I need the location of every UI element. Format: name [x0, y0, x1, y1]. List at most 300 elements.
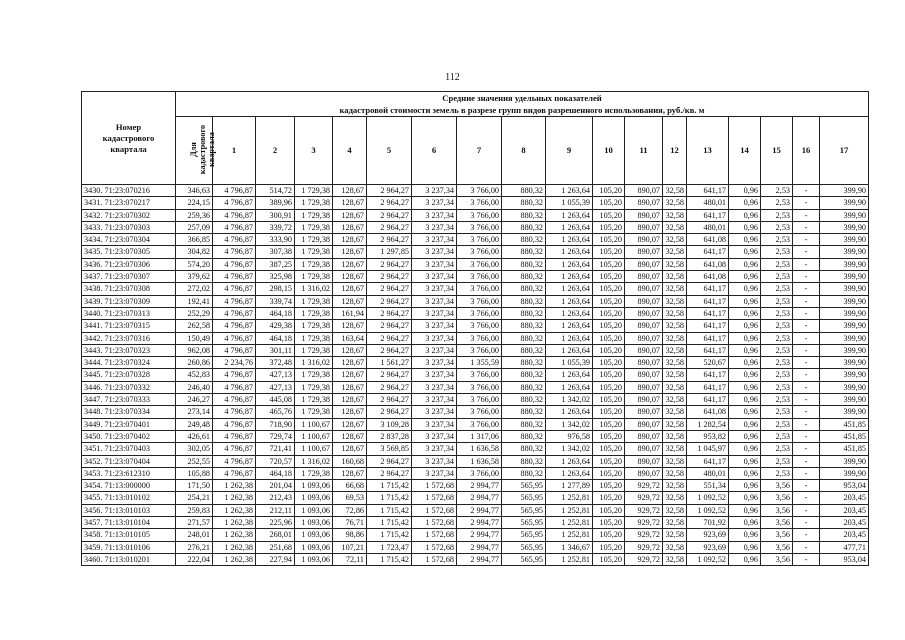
value-cell: 3 237,34 [412, 406, 457, 418]
quarter-number-cell: 3454. 71:13:000000 [82, 480, 176, 492]
value-cell: 1 729,38 [295, 332, 333, 344]
value-cell: 128,67 [333, 406, 367, 418]
value-cell: 3 766,00 [457, 283, 502, 295]
value-cell: 1 317,06 [457, 430, 502, 442]
value-cell: 641,17 [687, 307, 729, 319]
value-cell: 0,96 [729, 492, 761, 504]
value-cell: 0,96 [729, 332, 761, 344]
quarter-number-cell: 3453. 71:23:612310 [82, 467, 176, 479]
value-cell: 76,71 [333, 517, 367, 529]
value-cell: 32,58 [663, 197, 687, 209]
value-cell: 346,63 [176, 185, 213, 197]
value-cell: 1 092,52 [687, 553, 729, 565]
value-cell: 520,67 [687, 357, 729, 369]
value-cell: 272,02 [176, 283, 213, 295]
column-header-11: 11 [625, 117, 663, 185]
value-cell: 1 316,02 [295, 455, 333, 467]
value-cell: 212,11 [256, 504, 295, 516]
value-cell: 3 766,00 [457, 406, 502, 418]
value-cell: 32,58 [663, 295, 687, 307]
value-cell: 1 263,64 [546, 221, 593, 233]
value-cell: 1 729,38 [295, 381, 333, 393]
value-cell: 1 561,27 [367, 357, 412, 369]
table-row [82, 246, 869, 258]
quarter-number-cell: 3446. 71:23:070332 [82, 381, 176, 393]
value-cell: 2 964,27 [367, 332, 412, 344]
value-cell: 880,32 [502, 295, 546, 307]
table-title-line2: кадастровой стоимости земель в разрезе групп видов разрешенного использования, руб./кв. м [176, 104, 869, 117]
value-cell: 3 766,00 [457, 467, 502, 479]
value-cell: 387,25 [256, 258, 295, 270]
value-cell: 105,20 [593, 209, 625, 221]
column-header-3: 3 [295, 117, 333, 185]
value-cell: 128,67 [333, 197, 367, 209]
value-cell: 2 964,27 [367, 406, 412, 418]
value-cell: 2,53 [761, 369, 793, 381]
value-cell: 128,67 [333, 381, 367, 393]
value-cell: 399,90 [820, 246, 869, 258]
value-cell: - [793, 271, 820, 283]
value-cell: 2 964,27 [367, 234, 412, 246]
value-cell: 1 055,39 [546, 357, 593, 369]
value-cell: 0,96 [729, 553, 761, 565]
value-cell: 203,45 [820, 517, 869, 529]
value-cell: 105,20 [593, 467, 625, 479]
value-cell: 929,72 [625, 504, 663, 516]
value-cell: 1 093,06 [295, 553, 333, 565]
value-cell: 3 766,00 [457, 246, 502, 258]
value-cell: 880,32 [502, 283, 546, 295]
column-header-1: 1 [213, 117, 256, 185]
value-cell: 105,20 [593, 430, 625, 442]
value-cell: 276,21 [176, 541, 213, 553]
value-cell: 880,32 [502, 406, 546, 418]
value-cell: 565,95 [502, 504, 546, 516]
value-cell: 105,20 [593, 455, 625, 467]
value-cell: 2 964,27 [367, 307, 412, 319]
value-cell: 3 766,00 [457, 271, 502, 283]
value-cell: 3 237,34 [412, 344, 457, 356]
value-cell: 1 055,39 [546, 197, 593, 209]
value-cell: 880,32 [502, 430, 546, 442]
value-cell: 1 262,38 [213, 553, 256, 565]
value-cell: 0,96 [729, 467, 761, 479]
value-cell: 1 297,85 [367, 246, 412, 258]
value-cell: 701,92 [687, 517, 729, 529]
value-cell: 32,58 [663, 553, 687, 565]
value-cell: 721,41 [256, 443, 295, 455]
value-cell: 1 263,64 [546, 234, 593, 246]
value-cell: 1 729,38 [295, 394, 333, 406]
value-cell: - [793, 529, 820, 541]
column-header-6: 6 [412, 117, 457, 185]
value-cell: 2,53 [761, 271, 793, 283]
value-cell: 3 237,34 [412, 443, 457, 455]
value-cell: 3 109,28 [367, 418, 412, 430]
value-cell: 565,95 [502, 553, 546, 565]
value-cell: 252,29 [176, 307, 213, 319]
value-cell: 3 237,34 [412, 418, 457, 430]
column-header-16: 16 [793, 117, 820, 185]
value-cell: 880,32 [502, 209, 546, 221]
value-cell: 1 262,38 [213, 504, 256, 516]
value-cell: 1 729,38 [295, 185, 333, 197]
value-cell: 32,58 [663, 418, 687, 430]
value-cell: 641,08 [687, 406, 729, 418]
value-cell: 1 262,38 [213, 480, 256, 492]
value-cell: 32,58 [663, 221, 687, 233]
value-cell: 32,58 [663, 246, 687, 258]
value-cell: - [793, 307, 820, 319]
value-cell: 880,32 [502, 443, 546, 455]
column-header-5: 5 [367, 117, 412, 185]
table-row [82, 197, 869, 209]
table-row [82, 504, 869, 516]
quarter-number-cell: 3430. 71:23:070216 [82, 185, 176, 197]
value-cell: 262,58 [176, 320, 213, 332]
value-cell: 565,95 [502, 480, 546, 492]
value-cell: 301,11 [256, 344, 295, 356]
value-cell: 3 569,85 [367, 443, 412, 455]
value-cell: 171,50 [176, 480, 213, 492]
value-cell: 105,20 [593, 246, 625, 258]
value-cell: 890,07 [625, 467, 663, 479]
value-cell: 0,96 [729, 209, 761, 221]
value-cell: 976,58 [546, 430, 593, 442]
value-cell: 880,32 [502, 271, 546, 283]
value-cell: 923,69 [687, 541, 729, 553]
value-cell: 880,32 [502, 234, 546, 246]
value-cell: 1 100,67 [295, 418, 333, 430]
value-cell: 1 636,58 [457, 455, 502, 467]
quarter-number-cell: 3449. 71:23:070401 [82, 418, 176, 430]
value-cell: 923,69 [687, 529, 729, 541]
value-cell: 0,96 [729, 221, 761, 233]
value-cell: 399,90 [820, 185, 869, 197]
value-cell: 1 715,42 [367, 504, 412, 516]
value-cell: 1 355,59 [457, 357, 502, 369]
value-cell: 3 766,00 [457, 381, 502, 393]
value-cell: 2,53 [761, 467, 793, 479]
value-cell: 249,48 [176, 418, 213, 430]
value-cell: 3 766,00 [457, 258, 502, 270]
table-row [82, 344, 869, 356]
table-row [82, 320, 869, 332]
value-cell: 4 796,87 [213, 209, 256, 221]
value-cell: 3,56 [761, 517, 793, 529]
value-cell: 105,20 [593, 295, 625, 307]
value-cell: 399,90 [820, 394, 869, 406]
value-cell: 252,55 [176, 455, 213, 467]
value-cell: 0,96 [729, 517, 761, 529]
value-cell: 1 093,06 [295, 517, 333, 529]
column-header-13: 13 [687, 117, 729, 185]
value-cell: - [793, 185, 820, 197]
value-cell: 890,07 [625, 418, 663, 430]
value-cell: 4 796,87 [213, 381, 256, 393]
value-cell: 192,41 [176, 295, 213, 307]
value-cell: 4 796,87 [213, 320, 256, 332]
column-header-12: 12 [663, 117, 687, 185]
quarter-number-cell: 3459. 71:13:010106 [82, 541, 176, 553]
value-cell: - [793, 553, 820, 565]
value-cell: 1 729,38 [295, 246, 333, 258]
value-cell: 2,53 [761, 246, 793, 258]
value-cell: 880,32 [502, 357, 546, 369]
value-cell: 641,17 [687, 295, 729, 307]
quarter-number-cell: 3456. 71:13:010103 [82, 504, 176, 516]
value-cell: - [793, 480, 820, 492]
column-header-14: 14 [729, 117, 761, 185]
value-cell: - [793, 332, 820, 344]
value-cell: 3,56 [761, 492, 793, 504]
value-cell: 929,72 [625, 529, 663, 541]
value-cell: 1 262,38 [213, 529, 256, 541]
value-cell: 203,45 [820, 492, 869, 504]
value-cell: 480,01 [687, 197, 729, 209]
value-cell: 890,07 [625, 406, 663, 418]
value-cell: 260,86 [176, 357, 213, 369]
value-cell: 105,20 [593, 271, 625, 283]
value-cell: - [793, 209, 820, 221]
value-cell: 259,36 [176, 209, 213, 221]
value-cell: 268,01 [256, 529, 295, 541]
value-cell: 2,53 [761, 406, 793, 418]
value-cell: 4 796,87 [213, 418, 256, 430]
value-cell: 641,17 [687, 369, 729, 381]
value-cell: 641,17 [687, 209, 729, 221]
value-cell: 2 964,27 [367, 467, 412, 479]
value-cell: 399,90 [820, 307, 869, 319]
value-cell: 105,20 [593, 307, 625, 319]
value-cell: 32,58 [663, 529, 687, 541]
value-cell: 1 093,06 [295, 504, 333, 516]
value-cell: 3 237,34 [412, 430, 457, 442]
value-cell: 227,94 [256, 553, 295, 565]
value-cell: 399,90 [820, 344, 869, 356]
value-cell: 1 252,81 [546, 504, 593, 516]
value-cell: 890,07 [625, 307, 663, 319]
table-row [82, 480, 869, 492]
value-cell: 3 237,34 [412, 455, 457, 467]
value-cell: 4 796,87 [213, 443, 256, 455]
value-cell: 3 237,34 [412, 332, 457, 344]
value-cell: 128,67 [333, 344, 367, 356]
value-cell: 1 729,38 [295, 295, 333, 307]
value-cell: 1 093,06 [295, 492, 333, 504]
value-cell: 720,57 [256, 455, 295, 467]
value-cell: 0,96 [729, 320, 761, 332]
value-cell: 880,32 [502, 320, 546, 332]
quarter-number-cell: 3455. 71:13:010102 [82, 492, 176, 504]
value-cell: 300,91 [256, 209, 295, 221]
column-header-7: 7 [457, 117, 502, 185]
table-title-line1: Средние значения удельных показателей [176, 92, 869, 105]
value-cell: 0,96 [729, 307, 761, 319]
value-cell: 1 729,38 [295, 406, 333, 418]
value-cell: 399,90 [820, 221, 869, 233]
value-cell: - [793, 492, 820, 504]
value-cell: 1 045,97 [687, 443, 729, 455]
value-cell: 203,45 [820, 504, 869, 516]
value-cell: 32,58 [663, 455, 687, 467]
value-cell: 3 237,34 [412, 381, 457, 393]
value-cell: 2,53 [761, 430, 793, 442]
column-header-2: 2 [256, 117, 295, 185]
value-cell: 2,53 [761, 209, 793, 221]
value-cell: 32,58 [663, 381, 687, 393]
value-cell: 3 766,00 [457, 221, 502, 233]
value-cell: 890,07 [625, 394, 663, 406]
value-cell: 2,53 [761, 221, 793, 233]
value-cell: 890,07 [625, 430, 663, 442]
value-cell: 4 796,87 [213, 197, 256, 209]
cadastral-value-table [81, 91, 869, 566]
value-cell: 0,96 [729, 443, 761, 455]
value-cell: 105,20 [593, 443, 625, 455]
value-cell: 2 964,27 [367, 394, 412, 406]
value-cell: 32,58 [663, 369, 687, 381]
value-cell: 4 796,87 [213, 307, 256, 319]
value-cell: 3 237,34 [412, 467, 457, 479]
value-cell: 4 796,87 [213, 455, 256, 467]
value-cell: - [793, 406, 820, 418]
value-cell: 32,58 [663, 504, 687, 516]
value-cell: 257,09 [176, 221, 213, 233]
value-cell: 1 100,67 [295, 430, 333, 442]
value-cell: - [793, 344, 820, 356]
value-cell: 1 572,68 [412, 492, 457, 504]
value-cell: 307,38 [256, 246, 295, 258]
value-cell: 1 729,38 [295, 369, 333, 381]
table-row [82, 406, 869, 418]
value-cell: 3 766,00 [457, 418, 502, 430]
value-cell: 32,58 [663, 344, 687, 356]
value-cell: 0,96 [729, 529, 761, 541]
value-cell: 3 766,00 [457, 307, 502, 319]
value-cell: 2 994,77 [457, 517, 502, 529]
value-cell: 641,17 [687, 344, 729, 356]
value-cell: 890,07 [625, 283, 663, 295]
value-cell: 427,13 [256, 369, 295, 381]
value-cell: 2,53 [761, 455, 793, 467]
value-cell: - [793, 258, 820, 270]
value-cell: 890,07 [625, 197, 663, 209]
value-cell: 128,67 [333, 295, 367, 307]
page-number: 112 [445, 72, 460, 83]
value-cell: 574,20 [176, 258, 213, 270]
value-cell: 225,96 [256, 517, 295, 529]
quarter-number-cell: 3448. 71:23:070334 [82, 406, 176, 418]
value-cell: 3 237,34 [412, 185, 457, 197]
value-cell: 150,49 [176, 332, 213, 344]
quarter-number-cell: 3451. 71:23:070403 [82, 443, 176, 455]
value-cell: 1 263,64 [546, 258, 593, 270]
value-cell: 32,58 [663, 271, 687, 283]
value-cell: 105,20 [593, 332, 625, 344]
table-row [82, 430, 869, 442]
value-cell: 2 964,27 [367, 295, 412, 307]
value-cell: 880,32 [502, 185, 546, 197]
value-cell: 3 237,34 [412, 283, 457, 295]
value-cell: 4 796,87 [213, 430, 256, 442]
value-cell: 1 277,89 [546, 480, 593, 492]
value-cell: 105,20 [593, 553, 625, 565]
value-cell: 4 796,87 [213, 369, 256, 381]
value-cell: 128,67 [333, 271, 367, 283]
value-cell: 128,67 [333, 258, 367, 270]
value-cell: 105,20 [593, 283, 625, 295]
value-cell: 880,32 [502, 197, 546, 209]
value-cell: 929,72 [625, 492, 663, 504]
value-cell: 1 729,38 [295, 344, 333, 356]
value-cell: 451,85 [820, 418, 869, 430]
value-cell: 1 263,64 [546, 381, 593, 393]
value-cell: 3 766,00 [457, 234, 502, 246]
value-cell: 445,08 [256, 394, 295, 406]
value-cell: 399,90 [820, 332, 869, 344]
column-header-9: 9 [546, 117, 593, 185]
value-cell: 2 964,27 [367, 369, 412, 381]
value-cell: 399,90 [820, 467, 869, 479]
value-cell: 1 263,64 [546, 185, 593, 197]
value-cell: 105,20 [593, 529, 625, 541]
value-cell: 128,67 [333, 394, 367, 406]
quarter-number-cell: 3433. 71:23:070303 [82, 221, 176, 233]
value-cell: 464,18 [256, 307, 295, 319]
value-cell: 3 237,34 [412, 369, 457, 381]
value-cell: 105,20 [593, 234, 625, 246]
value-cell: 880,32 [502, 418, 546, 430]
value-cell: 427,13 [256, 381, 295, 393]
value-cell: 251,68 [256, 541, 295, 553]
quarter-number-cell: 3445. 71:23:070328 [82, 369, 176, 381]
value-cell: 641,17 [687, 246, 729, 258]
value-cell: 880,32 [502, 246, 546, 258]
value-cell: 2,53 [761, 443, 793, 455]
value-cell: 105,20 [593, 357, 625, 369]
value-cell: 105,20 [593, 418, 625, 430]
value-cell: 890,07 [625, 258, 663, 270]
value-cell: 273,14 [176, 406, 213, 418]
value-cell: 953,04 [820, 480, 869, 492]
value-cell: 641,17 [687, 283, 729, 295]
value-cell: 0,96 [729, 418, 761, 430]
value-cell: 0,96 [729, 430, 761, 442]
value-cell: 399,90 [820, 381, 869, 393]
quarter-number-cell: 3444. 71:23:070324 [82, 357, 176, 369]
value-cell: 4 796,87 [213, 406, 256, 418]
value-cell: 1 263,64 [546, 295, 593, 307]
value-cell: 464,18 [256, 332, 295, 344]
value-cell: 2,53 [761, 381, 793, 393]
value-cell: 32,58 [663, 320, 687, 332]
value-cell: 0,96 [729, 295, 761, 307]
value-cell: 880,32 [502, 307, 546, 319]
value-cell: 32,58 [663, 332, 687, 344]
value-cell: 1 729,38 [295, 307, 333, 319]
value-cell: 128,67 [333, 430, 367, 442]
value-cell: 105,20 [593, 221, 625, 233]
value-cell: 105,20 [593, 258, 625, 270]
value-cell: 105,20 [593, 369, 625, 381]
value-cell: 3 766,00 [457, 394, 502, 406]
quarter-number-cell: 3441. 71:23:070315 [82, 320, 176, 332]
value-cell: 880,32 [502, 258, 546, 270]
value-cell: 32,58 [663, 517, 687, 529]
value-cell: 399,90 [820, 357, 869, 369]
value-cell: 565,95 [502, 492, 546, 504]
